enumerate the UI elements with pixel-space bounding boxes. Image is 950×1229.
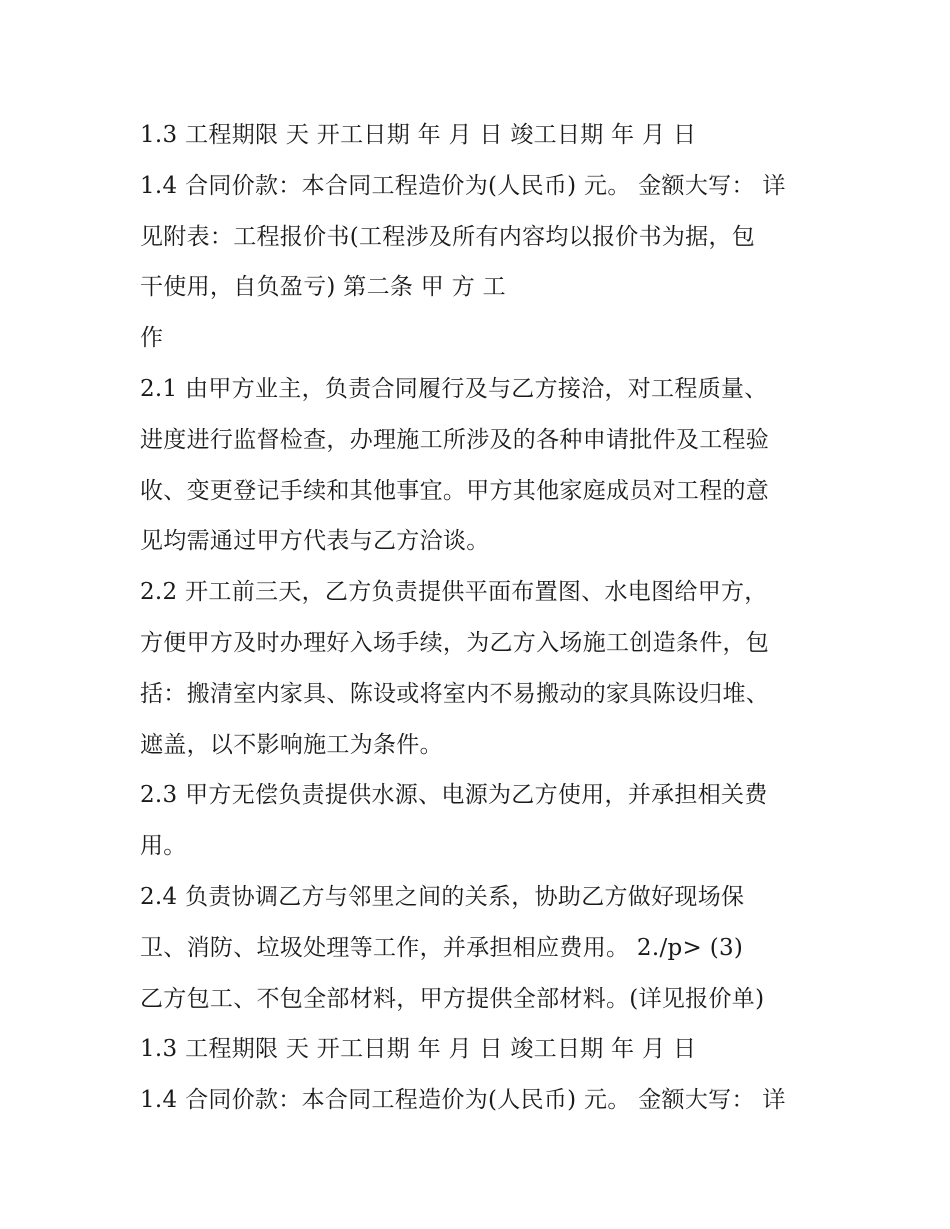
- text-line: 用。: [140, 833, 187, 860]
- contract-text: [140, 110, 830, 1126]
- text-line: 1.3 工程期限 天 开工日期 年 月 日 竣工日期 年 月 日: [140, 1036, 697, 1063]
- text-line: 遮盖，以不影响施工为条件。: [140, 731, 443, 758]
- text-line: 2.3 甲方无偿负责提供水源、电源为乙方使用，并承担相关费: [140, 782, 768, 809]
- text-line: 干使用，自负盈亏) 第二条 甲 方 工: [140, 274, 506, 301]
- text-line: 卫、消防、垃圾处理等工作，并承担相应费用。 2./p> (3): [140, 934, 744, 961]
- text-line: 见附表：工程报价书(工程涉及所有内容均以报价书为据，包: [140, 223, 756, 250]
- text-line: 2.2 开工前三天，乙方负责提供平面布置图、水电图给甲方，: [140, 579, 768, 606]
- text-line: 方便甲方及时办理好入场手续，为乙方入场施工创造条件，包: [140, 629, 770, 656]
- text-line: 1.3 工程期限 天 开工日期 年 月 日 竣工日期 年 月 日: [140, 122, 697, 148]
- text-line: 1.4 合同价款：本合同工程造价为(人民币) 元。 金额大写： 详: [140, 1087, 786, 1114]
- text-line: 1.4 合同价款：本合同工程造价为(人民币) 元。 金额大写： 详: [140, 172, 786, 199]
- text-line: 进度进行监督检查，办理施工所涉及的各种申请批件及工程验: [140, 426, 770, 453]
- text-line: 收、变更登记手续和其他事宜。甲方其他家庭成员对工程的意: [140, 477, 770, 504]
- text-line: 括：搬清室内家具、陈设或将室内不易搬动的家具陈设归堆、: [140, 680, 770, 707]
- text-line: 作: [140, 325, 164, 352]
- text-line: 见均需通过甲方代表与乙方洽谈。: [140, 528, 490, 555]
- text-line: 乙方包工、不包全部材料，甲方提供全部材料。(详见报价单): [140, 985, 765, 1012]
- text-line: 2.4 负责协调乙方与邻里之间的关系，协助乙方做好现场保: [140, 883, 745, 910]
- text-line: 2.1 由甲方业主，负责合同履行及与乙方接洽，对工程质量、: [140, 375, 768, 402]
